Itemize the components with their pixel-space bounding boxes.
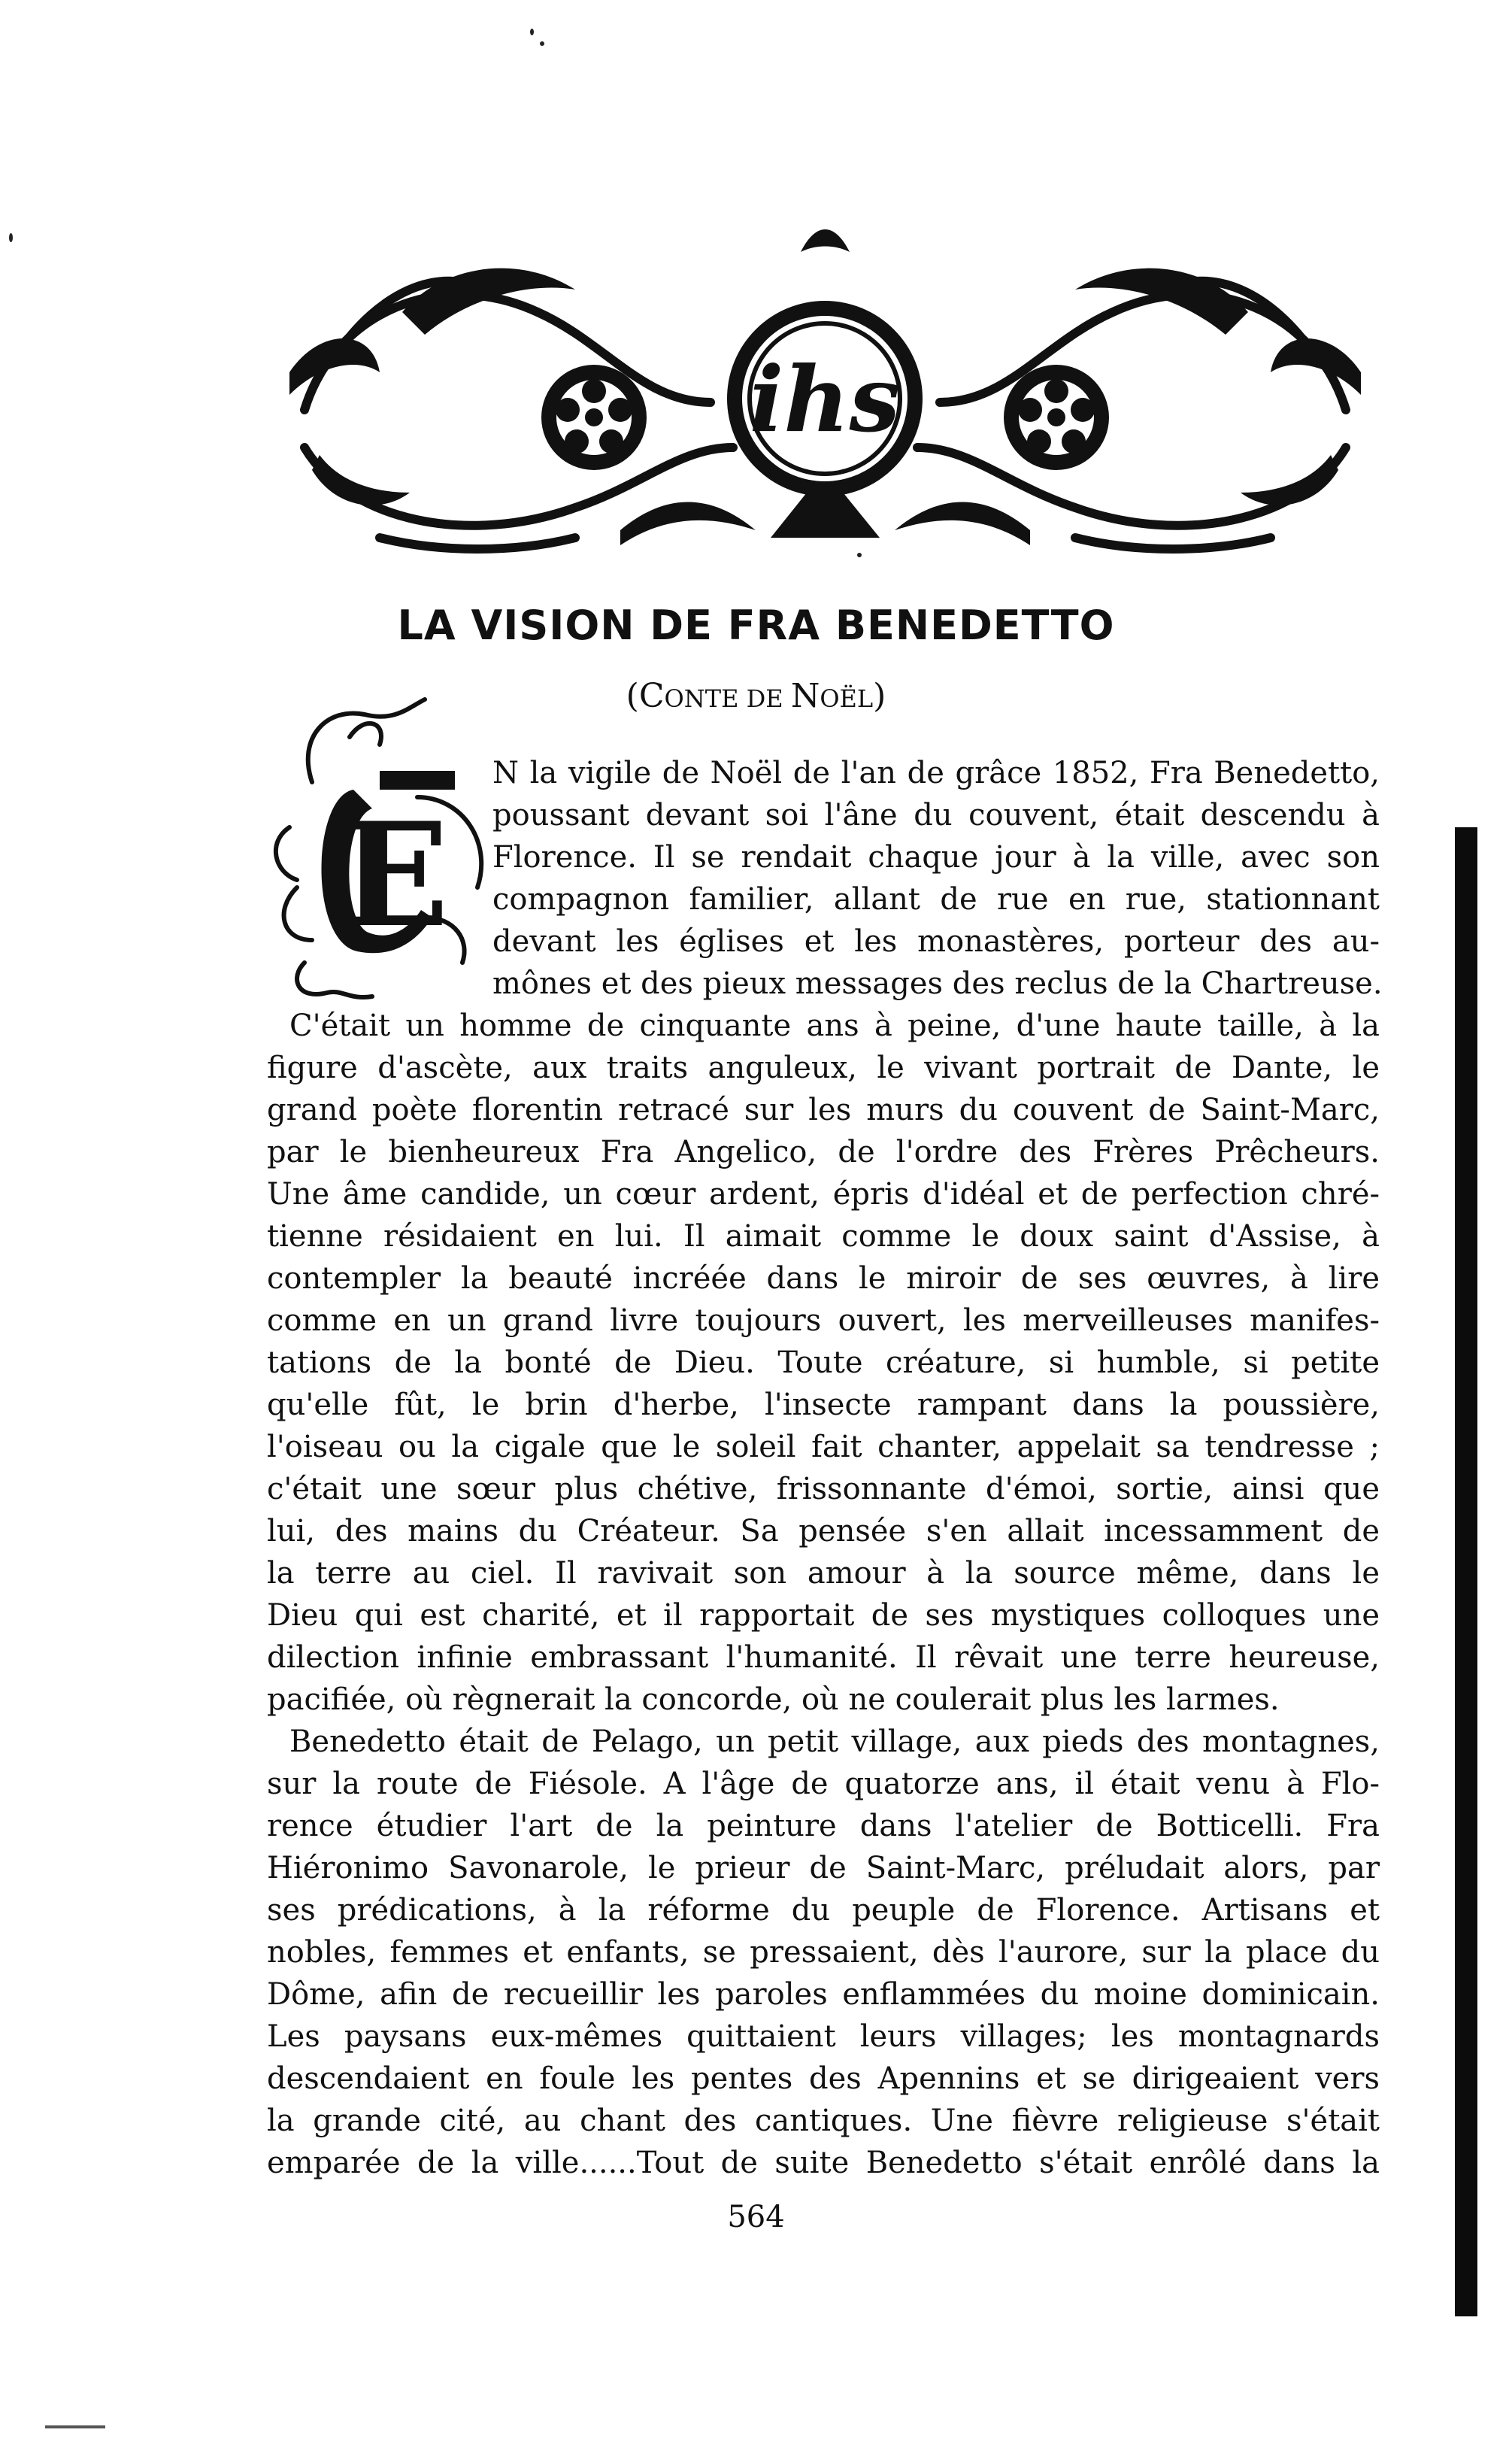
scan-edge-bar: [1455, 827, 1477, 2316]
text-line: l'oiseau ou la cigale que le soleil fait chanter, appelait sa tendresse ;: [267, 1430, 1380, 1464]
text-line: Benedetto était de Pelago, un petit village, aux pieds des montagnes,: [289, 1724, 1380, 1759]
text-line: poussant devant soi l'âne du couvent, était descendu à: [492, 798, 1380, 833]
text-line: qu'elle fût, le brin d'herbe, l'insecte rampant dans la poussière,: [267, 1388, 1380, 1422]
text-line: tienne résidaient en lui. Il aimait comme le doux saint d'Assise, à: [267, 1219, 1380, 1254]
subtitle-word1-rest: ONTE: [664, 684, 739, 713]
scan-mark: [45, 2425, 105, 2428]
decorated-drop-cap: [267, 692, 508, 1008]
text-line: pacifiée, où règnerait la concorde, où ne coulerait plus les larmes.: [267, 1682, 1280, 1717]
text-line: C'était un homme de cinquante ans à peine, d'une haute taille, à la: [289, 1009, 1380, 1043]
ornamental-headpiece: [289, 222, 1361, 564]
text-line: compagnon familier, allant de rue en rue, stationnant: [492, 882, 1380, 917]
text-line: grand poète florentin retracé sur les murs du couvent de Saint-Marc,: [267, 1093, 1380, 1127]
ink-speck: [530, 29, 534, 35]
ihs-monogram: ihs: [749, 347, 901, 453]
subtitle-word2-capital: N: [790, 677, 820, 715]
text-line: la grande cité, au chant des cantiques. Une fièvre religieuse s'était: [267, 2104, 1380, 2138]
text-line: dilection infinie embrassant l'humanité. Il rêvait une terre heureuse,: [267, 1640, 1380, 1675]
ink-speck: [540, 41, 544, 46]
subtitle-open-paren: (: [626, 677, 639, 715]
story-subtitle: [0, 677, 1512, 715]
text-line: Dieu qui est charité, et il rapportait de ses mystiques colloques une: [267, 1598, 1380, 1633]
text-line: Dôme, afin de recueillir les paroles enflammées du moine dominicain.: [267, 1977, 1380, 2012]
text-line: Hiéronimo Savonarole, le prieur de Saint-Marc, préludait alors, par: [267, 1851, 1380, 1885]
text-line: nobles, femmes et enfants, se pressaient, dès l'aurore, sur la place du: [267, 1935, 1380, 1970]
story-title: LA VISION DE FRA BENEDETTO: [397, 602, 1115, 649]
text-line: contempler la beauté incréée dans le miroir de ses œuvres, à lire: [267, 1261, 1380, 1296]
subtitle-word1-capital: C: [638, 677, 665, 715]
text-line: par le bienheureux Fra Angelico, de l'ordre des Frères Prêcheurs.: [267, 1135, 1380, 1169]
text-line: rence étudier l'art de la peinture dans l'atelier de Botticelli. Fra: [267, 1809, 1380, 1843]
subtitle-close-paren: ): [873, 677, 886, 715]
text-line: figure d'ascète, aux traits anguleux, le vivant portrait de Dante, le: [267, 1051, 1380, 1085]
text-line: descendaient en foule les pentes des Apennins et se dirigeaient vers: [267, 2061, 1380, 2096]
text-line: comme en un grand livre toujours ouvert, les merveilleuses manifes-: [267, 1303, 1380, 1338]
drop-cap-letter: E: [340, 791, 450, 959]
text-line: ses prédications, à la réforme du peuple de Florence. Artisans et: [267, 1893, 1380, 1928]
ink-speck: [9, 233, 13, 242]
text-line: emparée de la ville......Tout de suite Benedetto s'était enrôlé dans la: [267, 2146, 1380, 2180]
text-line: Les paysans eux-mêmes quittaient leurs villages; les montagnards: [267, 2019, 1380, 2054]
subtitle-word2-rest: OËL: [820, 684, 874, 713]
text-line: lui, des mains du Créateur. Sa pensée s'en allait incessamment de: [267, 1514, 1380, 1549]
text-line: la terre au ciel. Il ravivait son amour à la source même, dans le: [267, 1556, 1380, 1591]
text-line: Florence. Il se rendait chaque jour à la ville, avec son: [492, 840, 1380, 875]
page-number: 564: [727, 2200, 785, 2234]
text-line: sur la route de Fiésole. A l'âge de quatorze ans, il était venu à Flo-: [267, 1767, 1380, 1801]
text-line: c'était une sœur plus chétive, frissonnante d'émoi, sortie, ainsi que: [267, 1472, 1380, 1506]
text-line: devant les églises et les monastères, porteur des au-: [492, 924, 1380, 959]
text-line: N la vigile de Noël de l'an de grâce 1852, Fra Benedetto,: [492, 756, 1380, 790]
text-line: Une âme candide, un cœur ardent, épris d'idéal et de perfection chré-: [267, 1177, 1380, 1212]
text-line: mônes et des pieux messages des reclus de la Chartreuse.: [492, 966, 1383, 1001]
subtitle-de: DE: [738, 684, 791, 713]
text-line: tations de la bonté de Dieu. Toute créature, si humble, si petite: [267, 1345, 1380, 1380]
